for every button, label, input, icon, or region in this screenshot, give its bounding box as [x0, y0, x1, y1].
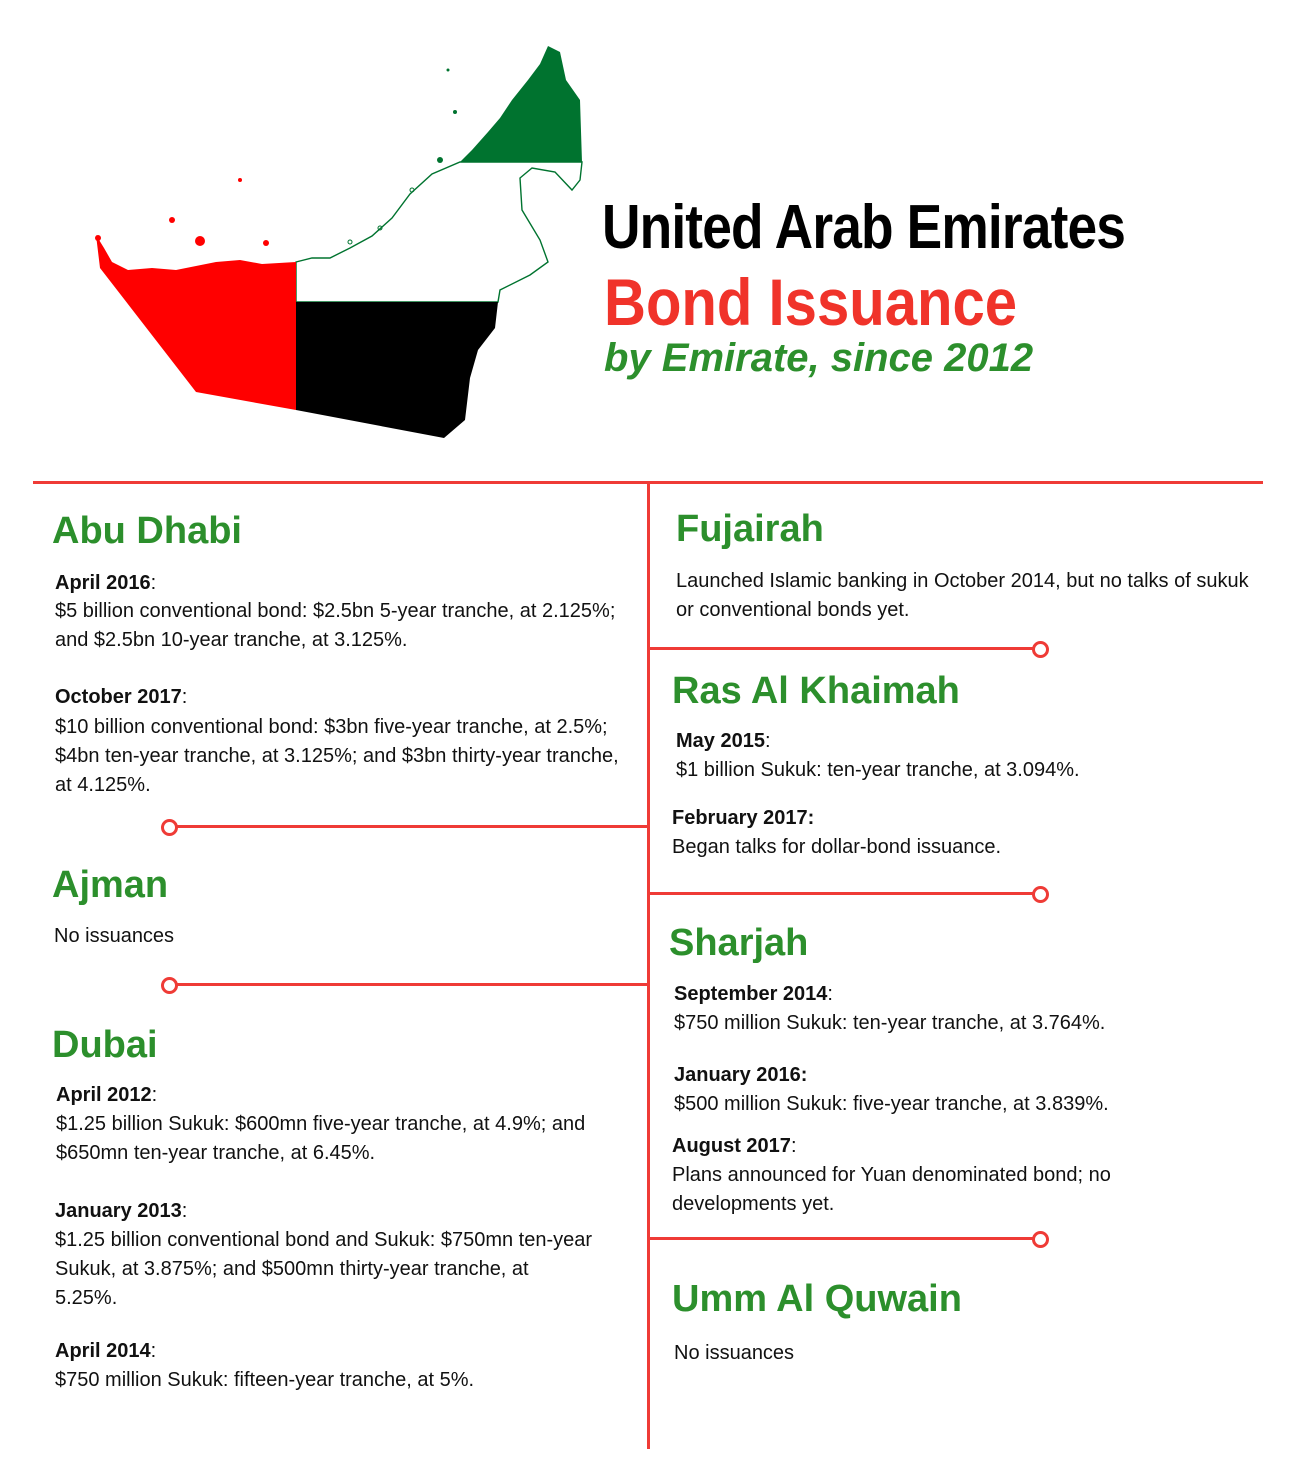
entry-text: $750 million Sukuk: ten-year tranche, at 3.764%.: [674, 1012, 1106, 1034]
entry-date: October 2017:: [55, 686, 188, 708]
title-line2: Bond Issuance: [604, 265, 1018, 339]
entry-date: April 2016:: [55, 572, 157, 594]
connector-dot: [1032, 1231, 1049, 1248]
entry-text: No issuances: [54, 925, 175, 947]
connector-line: [650, 647, 1034, 650]
map-white-region: [296, 162, 582, 302]
entry-text: $1.25 billion conventional bond and Sukuk: $750mn ten-year Sukuk, at 3.875%; and $500mn thirty-year tranche, at 5.25%.: [55, 1229, 593, 1309]
connector-line: [650, 892, 1034, 895]
emirate-title-fujairah: Fujairah: [676, 508, 824, 550]
title-line1: United Arab Emirates: [602, 193, 1126, 262]
entry-text: Launched Islamic banking in October 2014, but no talks of sukuk or conventional bonds yet.: [676, 570, 1249, 621]
entry-text: $1 billion Sukuk: ten-year tranche, at 3.094%.: [676, 759, 1080, 781]
connector-dot: [1032, 886, 1049, 903]
subtitle: by Emirate, since 2012: [604, 336, 1034, 380]
connector-dot: [161, 977, 178, 994]
island-dot: [447, 69, 450, 72]
entry-text: $750 million Sukuk: fifteen-year tranche, at 5%.: [55, 1369, 475, 1391]
connector-line: [650, 1237, 1034, 1240]
island-dot: [169, 217, 175, 223]
island-dot: [437, 157, 443, 163]
island-dot: [195, 236, 205, 246]
connector-line: [176, 983, 648, 986]
center-divider: [647, 484, 650, 1449]
entry-date: September 2014:: [674, 983, 833, 1005]
map-black-region: [296, 302, 498, 438]
entry-text: $1.25 billion Sukuk: $600mn five-year tranche, at 4.9%; and $650mn ten-year tranche, at 6.45%.: [56, 1113, 586, 1164]
island-dot: [238, 178, 242, 182]
island-dot: [348, 240, 352, 244]
island-dot: [453, 110, 457, 114]
entry-text: No issuances: [674, 1342, 795, 1364]
entry-text: Plans announced for Yuan denominated bond; no developments yet.: [672, 1164, 1111, 1215]
emirate-title-ras-al-khaimah: Ras Al Khaimah: [672, 670, 960, 712]
island-dot: [263, 240, 269, 246]
connector-dot: [1032, 641, 1049, 658]
entry-date: August 2017:: [672, 1135, 797, 1157]
entry-text: $500 million Sukuk: five-year tranche, at 3.839%.: [674, 1093, 1109, 1115]
emirate-title-umm-al-quwain: Umm Al Quwain: [672, 1278, 962, 1320]
entry-text: $10 billion conventional bond: $3bn five-year tranche, at 2.5%; $4bn ten-year tranche, at 3.125%; and $3bn thirty-year tranche, at 4.125%.: [55, 716, 619, 796]
emirate-title-abu-dhabi: Abu Dhabi: [52, 510, 242, 552]
entry-date: January 2016:: [674, 1064, 808, 1086]
emirate-title-dubai: Dubai: [52, 1024, 158, 1066]
connector-dot: [161, 819, 178, 836]
uae-flag-map: [80, 30, 600, 450]
map-red-region: [96, 235, 296, 410]
island-dot: [95, 235, 101, 241]
entry-text: $5 billion conventional bond: $2.5bn 5-year tranche, at 2.125%; and $2.5bn 10-year tranche, at 3.125%.: [55, 600, 616, 651]
emirate-title-ajman: Ajman: [52, 864, 169, 906]
connector-line: [176, 825, 648, 828]
entry-date: January 2013:: [55, 1200, 188, 1222]
entry-date: April 2014:: [55, 1340, 157, 1362]
emirate-title-sharjah: Sharjah: [669, 922, 809, 964]
entry-date: May 2015:: [676, 730, 771, 752]
entry-text: Began talks for dollar-bond issuance.: [672, 836, 1002, 858]
entry-date: February 2017:: [672, 807, 815, 829]
map-green-region: [460, 46, 582, 162]
entry-date: April 2012:: [56, 1084, 158, 1106]
